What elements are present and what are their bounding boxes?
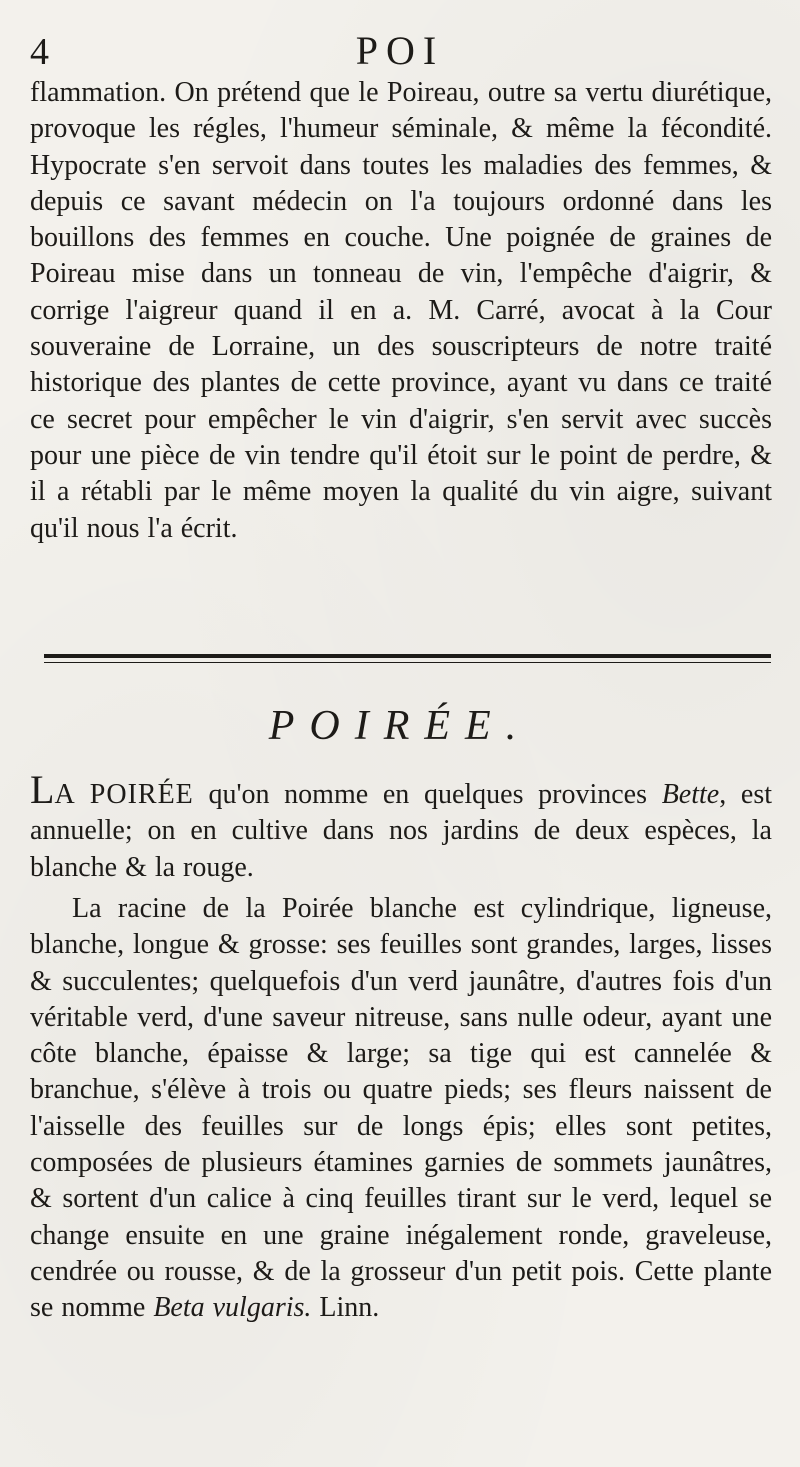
drop-cap: L <box>30 767 55 812</box>
section-title: POIRÉE. <box>268 703 532 749</box>
intro-text-b: , est annuelle; on en cultive dans nos jardins de deux espèces, la blanche & la rouge. <box>30 779 772 883</box>
paragraph-poiree-intro <box>30 767 772 886</box>
page-number: 4 <box>30 31 49 73</box>
paragraph-poireau-virtues: flammation. On prétend que le Poireau, outre sa vertu diurétique, provoque les régles, l'humeur séminale, & même la fécondité. Hypocrate s'en servoit dans toutes les maladies des femmes, & depuis ce savant médecin on l'a toujours ordonné dans les bouillons des femmes en couche. Une poignée de graines de Poireau mise dans un tonneau de vin, l'empêche d'aigrir, & corrige l'aigreur quand il en a. M. Carré, avocat à la Cour souveraine de Lorraine, un des souscripteurs de notre traité historique des plantes de cette province, ayant vu dans ce traité ce secret pour empêcher le vin d'aigrir, s'en servit avec succès pour une pièce de vin tendre qu'il étoit sur le point de perdre, & il a rétabli par le même moyen la qualité du vin aigre, suivant qu'il nous l'a écrit. <box>30 77 772 544</box>
running-head <box>30 28 770 78</box>
italic-bette: Bette <box>661 779 720 810</box>
lead-small-caps: A POIRÉE <box>54 779 194 810</box>
intro-text-a: qu'on nomme en quelques provinces <box>193 779 662 810</box>
section-divider-thick <box>44 654 771 658</box>
author-citation: Linn. <box>311 1292 380 1324</box>
running-head-title: POI <box>355 28 445 73</box>
section-divider-thin <box>44 662 771 663</box>
latin-name: Beta vulgaris. <box>153 1292 312 1324</box>
paragraph-poiree-description <box>30 891 772 1327</box>
description-text: La racine de la Poirée blanche est cylindrique, ligneuse, blanche, longue & grosse: ses feuilles sont grandes, larges, lisses & succulentes; quelquefois d'un verd jaunâtre, d'autres fois d'un véritable verd, d'une saveur nitreuse, sans nulle odeur, ayant une côte blanche, épaisse & large; sa tige qui est cannelée & branchue, s'élève à trois ou quatre pieds; ses fleurs naissent de l'aisselle des feuilles sur de longs épis; elles sont petites, composées de plusieurs étamines garnies de sommets jaunâtres, & sortent d'un calice à cinq feuilles tirant sur le verd, lequel se change ensuite en une graine inégalement ronde, graveleuse, cendrée ou rousse, & de la grosseur d'un petit pois. Cette plante se nomme <box>30 893 772 1324</box>
